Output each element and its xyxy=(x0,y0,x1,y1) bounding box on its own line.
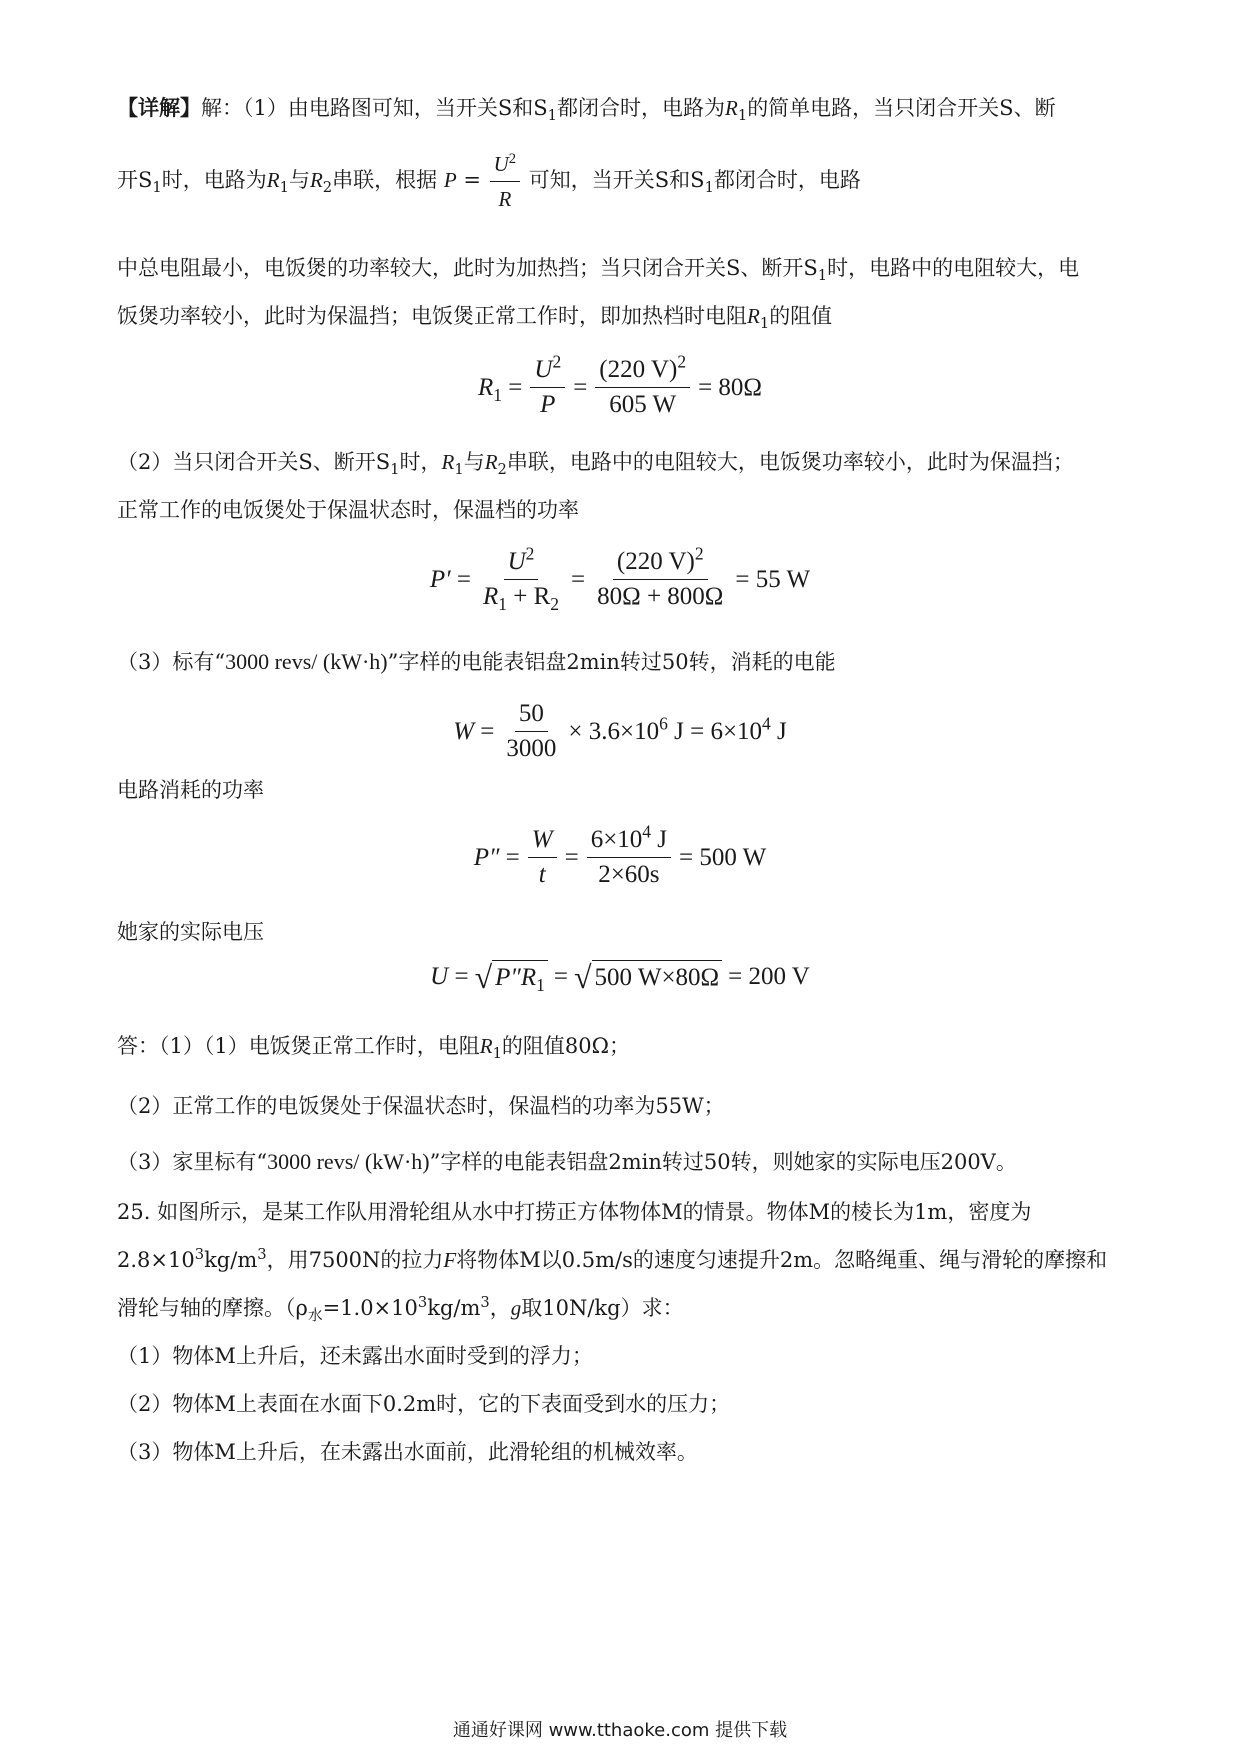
equation-r1: $R_1$ = $\frac{U^2}{P}$ = $\frac{(220 V)^2}{605 W}$ = 80Ω xyxy=(477,351,762,418)
solution-line-9: 她家的实际电压 xyxy=(117,920,264,944)
solution-line-3: 中总电阻最小，电饭煲的功率较大，此时为加热挡；当只闭合开关S、断开$S_1$时，电路中的电阻较大，电 xyxy=(117,256,1080,285)
question-25-part-2: （2）物体M上表面在水面下0.2m时，它的下表面受到水的压力； xyxy=(117,1392,731,1416)
detail-label: 【详解】 xyxy=(117,95,201,120)
question-25-line-1: 25. 如图所示，是某工作队用滑轮组从水中打捞正方体物体M的情景。物体M的棱长为1m，密度为 xyxy=(117,1200,1032,1224)
question-25-part-1: （1）物体M上升后，还未露出水面时受到的浮力； xyxy=(117,1344,593,1368)
solution-line-7: （3）标有“3000 revs/ (kW·h)”字样的电能表铝盘2min转过50转，消耗的电能 xyxy=(117,649,836,674)
question-25-line-3: 滑轮与轴的摩擦。（$\rho_水=1.0\times 10^3kg/m^3$，g取10N/kg）求： xyxy=(117,1294,684,1325)
answer-line-3: （3）家里标有“3000 revs/ (kW·h)”字样的电能表铝盘2min转过50转，则她家的实际电压200V。 xyxy=(117,1149,1017,1174)
equation-p-prime: P′ = $\frac{U^2}{R_1 + R_2}$ = $\frac{(220 V)^2}{80\Omega + 800\Omega}$ = 55 W xyxy=(429,543,811,614)
footer-watermark: 通通好课网 www.tthaoke.com 提供下载 xyxy=(452,1720,788,1741)
solution-line-6: 正常工作的电饭煲处于保温状态时，保温档的功率 xyxy=(117,498,579,522)
question-25-part-3: （3）物体M上升后，在未露出水面前，此滑轮组的机械效率。 xyxy=(117,1440,698,1464)
question-25-line-2: $2.8\times 10^3kg/m^3$，用7500N的拉力F将物体M以0.5m/s的速度匀速提升2m。忽略绳重、绳与滑轮的摩擦和 xyxy=(117,1246,1108,1272)
solution-line-2: 开$S_1$时，电路为$R_1$与$R_2$串联，根据 P = $\frac{U^2}{R}$ 可知，当开关S和$S_1$都闭合时，电路 xyxy=(117,151,861,211)
equation-u: U = √ $P''R_1$ = √ 500 W×80Ω = 200 V xyxy=(430,959,810,995)
solution-line-1: 【详解】解：（1）由电路图可知，当开关S和$S_1$都闭合时，电路为$R_1$的简单电路，当只闭合开关S、断 xyxy=(117,95,1056,125)
solution-line-8: 电路消耗的功率 xyxy=(117,778,264,802)
answer-line-1: 答：（1）（1）电饭煲正常工作时，电阻$R_1$的阻值80Ω； xyxy=(117,1034,631,1063)
solution-line-4: 饭煲功率较小，此时为保温挡；电饭煲正常工作时，即加热档时电阻$R_1$的阻值 xyxy=(117,304,833,333)
equation-p-double-prime: P″ = $\frac{W}{t}$ = $\frac{6\times 10^4 J}{2\times 60s}$ = 500 W xyxy=(473,821,767,888)
answer-line-2: （2）正常工作的电饭煲处于保温状态时，保温档的功率为55W； xyxy=(117,1094,725,1118)
inline-power-formula: $\frac{U^2}{R}$ xyxy=(490,150,521,213)
equation-w: W = $\frac{50}{3000}$ × $3.6\times 10^6$ $J = 6\times 10^4$ J xyxy=(453,700,787,762)
solution-line-5: （2）当只闭合开关S、断开$S_1$时，$R_1$与$R_2$串联，电路中的电阻较大，电饭煲功率较小，此时为保温挡； xyxy=(117,450,1074,479)
